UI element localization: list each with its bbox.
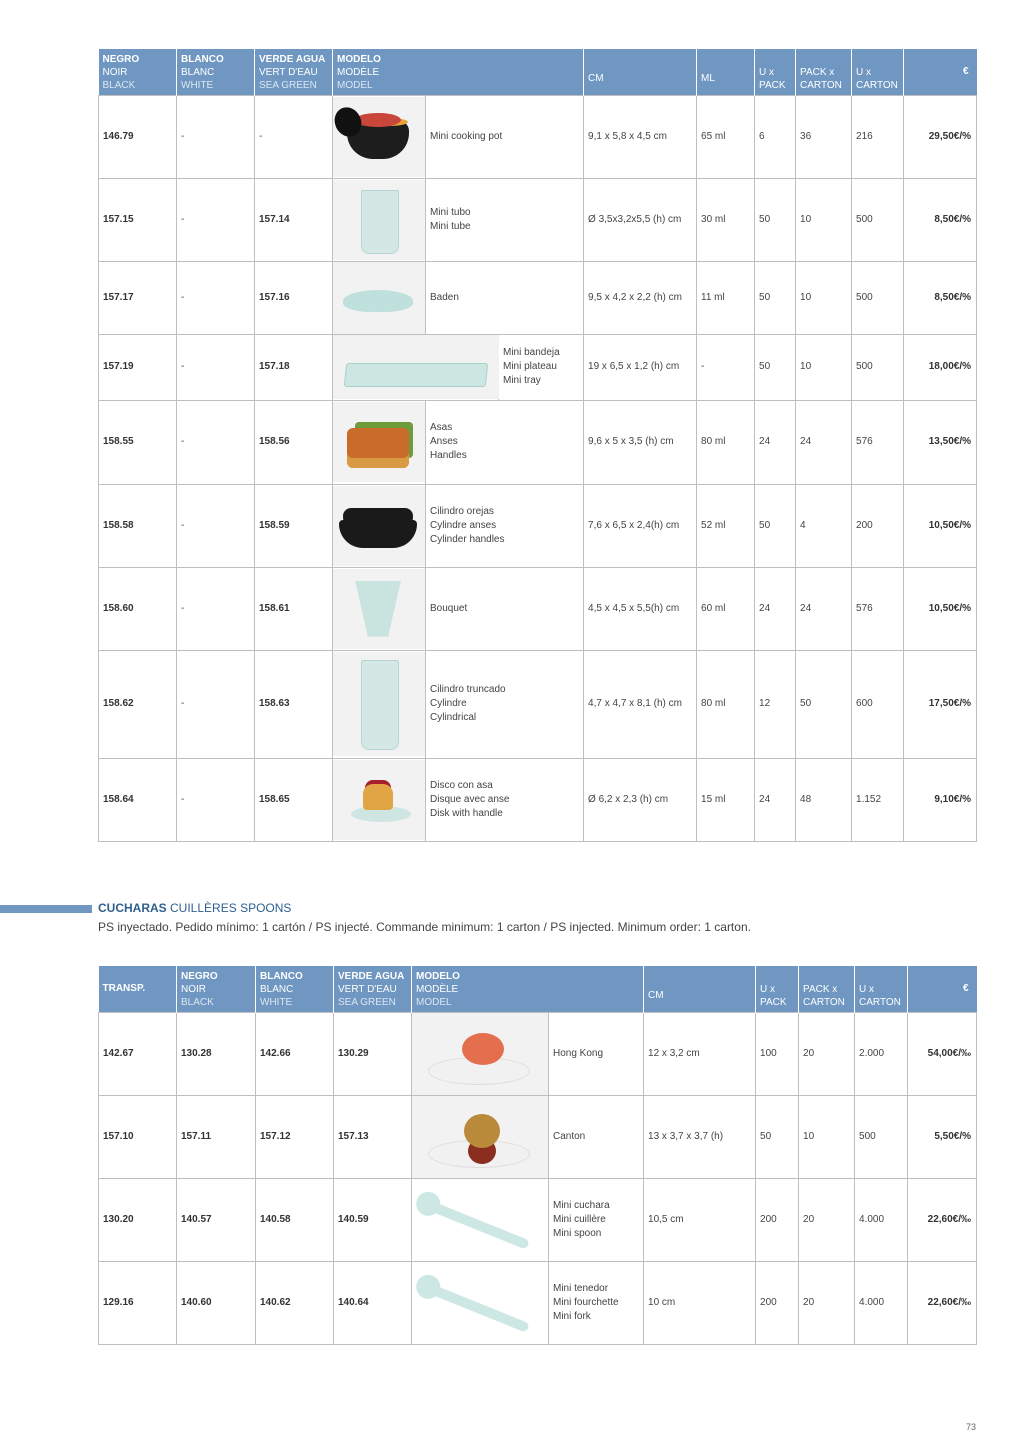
packs-per-carton: 20 bbox=[799, 1178, 855, 1261]
units-per-pack: 24 bbox=[755, 567, 796, 650]
code-blanco: - bbox=[177, 261, 255, 334]
table-row bbox=[99, 95, 977, 178]
price: 22,60€/‰ bbox=[908, 1178, 977, 1261]
dimensions-cm: 9,6 x 5 x 3,5 (h) cm bbox=[584, 400, 697, 484]
units-per-pack: 50 bbox=[755, 178, 796, 261]
header-pack-carton: PACK x CARTON bbox=[796, 49, 852, 95]
model-name: Mini cooking pot bbox=[426, 95, 584, 178]
packs-per-carton: 20 bbox=[799, 1261, 855, 1344]
code-negro: 158.58 bbox=[99, 484, 177, 567]
product-image bbox=[333, 567, 426, 650]
code-transp: 129.16 bbox=[99, 1261, 177, 1344]
dimensions-cm: 12 x 3,2 cm bbox=[644, 1012, 756, 1095]
code-verde: 157.14 bbox=[255, 178, 333, 261]
product-image bbox=[412, 1095, 549, 1178]
code-verde: 140.59 bbox=[334, 1178, 412, 1261]
header-u-pack: U x PACK bbox=[756, 966, 799, 1012]
product-image bbox=[333, 400, 426, 484]
code-negro: 158.62 bbox=[99, 650, 177, 758]
price: 10,50€/% bbox=[904, 484, 977, 567]
header-modelo: MODELO MODÈLE MODEL bbox=[412, 966, 644, 1012]
product-image bbox=[412, 1012, 549, 1095]
price: 29,50€/% bbox=[904, 95, 977, 178]
packs-per-carton: 4 bbox=[796, 484, 852, 567]
units-per-carton: 4.000 bbox=[855, 1178, 908, 1261]
code-blanco: - bbox=[177, 758, 255, 841]
model-name: Asas Anses Handles bbox=[426, 400, 584, 484]
table-row bbox=[99, 1178, 977, 1261]
price: 17,50€/% bbox=[904, 650, 977, 758]
dimensions-cm: 4,7 x 4,7 x 8,1 (h) cm bbox=[584, 650, 697, 758]
price: 54,00€/‰ bbox=[908, 1012, 977, 1095]
mini-spoon-icon bbox=[412, 1179, 548, 1261]
code-verde: 157.16 bbox=[255, 261, 333, 334]
code-verde: 157.18 bbox=[255, 334, 333, 400]
header-u-carton: U x CARTON bbox=[855, 966, 908, 1012]
baden-icon bbox=[333, 262, 425, 334]
model-name: Canton bbox=[549, 1095, 644, 1178]
price: 5,50€/% bbox=[908, 1095, 977, 1178]
table-row bbox=[99, 261, 977, 334]
header-cm: CM bbox=[644, 966, 756, 1012]
product-image bbox=[333, 178, 426, 261]
units-per-carton: 4.000 bbox=[855, 1261, 908, 1344]
volume-ml: 80 ml bbox=[697, 650, 755, 758]
packs-per-carton: 50 bbox=[796, 650, 852, 758]
mini-tray-icon bbox=[333, 335, 499, 399]
code-negro: 146.79 bbox=[99, 95, 177, 178]
units-per-carton: 600 bbox=[852, 650, 904, 758]
dimensions-cm: Ø 6,2 x 2,3 (h) cm bbox=[584, 758, 697, 841]
truncated-cylinder-icon bbox=[333, 652, 425, 756]
handles-icon bbox=[333, 402, 425, 482]
model-name: Hong Kong bbox=[549, 1012, 644, 1095]
table-row bbox=[99, 758, 977, 841]
volume-ml: 80 ml bbox=[697, 400, 755, 484]
section-note: PS inyectado. Pedido mínimo: 1 cartón / PS injecté. Commande minimum: 1 carton / PS injected. Minimum order: 1 carton. bbox=[98, 920, 751, 934]
header-negro: NEGRO NOIR BLACK bbox=[177, 966, 256, 1012]
code-negro: 158.55 bbox=[99, 400, 177, 484]
code-verde: 158.59 bbox=[255, 484, 333, 567]
code-blanco: - bbox=[177, 567, 255, 650]
dimensions-cm: 10,5 cm bbox=[644, 1178, 756, 1261]
packs-per-carton: 20 bbox=[799, 1012, 855, 1095]
table-row bbox=[99, 178, 977, 261]
price: 22,60€/‰ bbox=[908, 1261, 977, 1344]
product-image bbox=[333, 650, 426, 758]
header-cm: CM bbox=[584, 49, 697, 95]
dimensions-cm: 13 x 3,7 x 3,7 (h) bbox=[644, 1095, 756, 1178]
units-per-pack: 100 bbox=[756, 1012, 799, 1095]
units-per-carton: 200 bbox=[852, 484, 904, 567]
header-modelo: MODELO MODÈLE MODEL bbox=[333, 49, 584, 95]
model-name: Disco con asa Disque avec anse Disk with handle bbox=[426, 758, 584, 841]
dimensions-cm: 9,5 x 4,2 x 2,2 (h) cm bbox=[584, 261, 697, 334]
product-table-containers bbox=[98, 49, 977, 842]
code-negro: 140.57 bbox=[177, 1178, 256, 1261]
dimensions-cm: 10 cm bbox=[644, 1261, 756, 1344]
dimensions-cm: 9,1 x 5,8 x 4,5 cm bbox=[584, 95, 697, 178]
code-blanco: - bbox=[177, 95, 255, 178]
code-verde: 130.29 bbox=[334, 1012, 412, 1095]
code-blanco: - bbox=[177, 178, 255, 261]
model-name: Baden bbox=[426, 261, 584, 334]
table-row bbox=[99, 400, 977, 484]
product-image bbox=[333, 484, 426, 567]
packs-per-carton: 10 bbox=[796, 334, 852, 400]
volume-ml: 60 ml bbox=[697, 567, 755, 650]
dimensions-cm: 7,6 x 6,5 x 2,4(h) cm bbox=[584, 484, 697, 567]
page-number: 73 bbox=[966, 1422, 977, 1432]
header-verde-agua: VERDE AGUA VERT D'EAU SEA GREEN bbox=[334, 966, 412, 1012]
code-blanco: - bbox=[177, 650, 255, 758]
dimensions-cm: 4,5 x 4,5 x 5,5(h) cm bbox=[584, 567, 697, 650]
packs-per-carton: 24 bbox=[796, 400, 852, 484]
units-per-carton: 2.000 bbox=[855, 1012, 908, 1095]
cylinder-handles-icon bbox=[333, 486, 425, 566]
units-per-pack: 50 bbox=[755, 261, 796, 334]
price: 10,50€/% bbox=[904, 567, 977, 650]
volume-ml: 11 ml bbox=[697, 261, 755, 334]
code-transp: 157.10 bbox=[99, 1095, 177, 1178]
product-table-spoons bbox=[98, 966, 977, 1345]
table-row bbox=[99, 1095, 977, 1178]
units-per-carton: 576 bbox=[852, 400, 904, 484]
packs-per-carton: 10 bbox=[799, 1095, 855, 1178]
code-verde: 157.13 bbox=[334, 1095, 412, 1178]
code-negro: 157.15 bbox=[99, 178, 177, 261]
header-u-carton: U x CARTON bbox=[852, 49, 904, 95]
model-name: Cilindro orejas Cylindre anses Cylinder handles bbox=[426, 484, 584, 567]
code-blanco: 157.12 bbox=[256, 1095, 334, 1178]
volume-ml: 52 ml bbox=[697, 484, 755, 567]
units-per-pack: 6 bbox=[755, 95, 796, 178]
packs-per-carton: 10 bbox=[796, 261, 852, 334]
price: 18,00€/% bbox=[904, 334, 977, 400]
code-verde: - bbox=[255, 95, 333, 178]
code-negro: 158.64 bbox=[99, 758, 177, 841]
model-name: Mini tubo Mini tube bbox=[426, 178, 584, 261]
product-image bbox=[333, 261, 426, 334]
header-blanco: BLANCO BLANC WHITE bbox=[256, 966, 334, 1012]
volume-ml: 15 ml bbox=[697, 758, 755, 841]
mini-tube-icon bbox=[333, 180, 425, 260]
dimensions-cm: 19 x 6,5 x 1,2 (h) cm bbox=[584, 334, 697, 400]
table-row bbox=[99, 567, 977, 650]
hong-kong-spoon-icon bbox=[412, 1013, 548, 1095]
model-name: Cilindro truncado Cylindre Cylindrical bbox=[426, 650, 584, 758]
code-negro: 157.19 bbox=[99, 334, 177, 400]
code-negro: 157.17 bbox=[99, 261, 177, 334]
product-image bbox=[333, 758, 426, 841]
product-image bbox=[333, 95, 426, 178]
units-per-carton: 500 bbox=[852, 261, 904, 334]
header-ml: ML bbox=[697, 49, 755, 95]
code-verde: 158.61 bbox=[255, 567, 333, 650]
model-name: Mini cuchara Mini cuillère Mini spoon bbox=[549, 1178, 644, 1261]
units-per-pack: 50 bbox=[755, 334, 796, 400]
code-blanco: - bbox=[177, 400, 255, 484]
units-per-pack: 24 bbox=[755, 758, 796, 841]
units-per-pack: 200 bbox=[756, 1261, 799, 1344]
code-verde: 158.63 bbox=[255, 650, 333, 758]
bouquet-icon bbox=[333, 569, 425, 649]
code-verde: 158.56 bbox=[255, 400, 333, 484]
code-transp: 142.67 bbox=[99, 1012, 177, 1095]
header-pack-carton: PACK x CARTON bbox=[799, 966, 855, 1012]
price: 8,50€/% bbox=[904, 261, 977, 334]
units-per-carton: 500 bbox=[852, 178, 904, 261]
volume-ml: - bbox=[697, 334, 755, 400]
table-row bbox=[99, 1261, 977, 1344]
packs-per-carton: 48 bbox=[796, 758, 852, 841]
product-image bbox=[333, 334, 499, 400]
units-per-carton: 576 bbox=[852, 567, 904, 650]
table-row bbox=[99, 1012, 977, 1095]
units-per-carton: 1.152 bbox=[852, 758, 904, 841]
header-blanco: BLANCO BLANC WHITE bbox=[177, 49, 255, 95]
canton-spoon-icon bbox=[412, 1096, 548, 1178]
units-per-pack: 50 bbox=[756, 1095, 799, 1178]
code-verde: 140.64 bbox=[334, 1261, 412, 1344]
header-euro: € bbox=[904, 49, 977, 95]
product-image bbox=[412, 1178, 549, 1261]
code-blanco: 140.58 bbox=[256, 1178, 334, 1261]
header-u-pack: U x PACK bbox=[755, 49, 796, 95]
units-per-pack: 12 bbox=[755, 650, 796, 758]
model-name: Bouquet bbox=[426, 567, 584, 650]
units-per-pack: 50 bbox=[755, 484, 796, 567]
header-verde-agua: VERDE AGUA VERT D'EAU SEA GREEN bbox=[255, 49, 333, 95]
code-blanco: 140.62 bbox=[256, 1261, 334, 1344]
price: 13,50€/% bbox=[904, 400, 977, 484]
table-row bbox=[99, 484, 977, 567]
volume-ml: 30 ml bbox=[697, 178, 755, 261]
code-blanco: 142.66 bbox=[256, 1012, 334, 1095]
code-negro: 140.60 bbox=[177, 1261, 256, 1344]
packs-per-carton: 10 bbox=[796, 178, 852, 261]
units-per-carton: 216 bbox=[852, 95, 904, 178]
code-transp: 130.20 bbox=[99, 1178, 177, 1261]
header-euro: € bbox=[908, 966, 977, 1012]
code-verde: 158.65 bbox=[255, 758, 333, 841]
table-row bbox=[99, 650, 977, 758]
code-negro: 158.60 bbox=[99, 567, 177, 650]
mini-cooking-pot-icon bbox=[333, 97, 425, 177]
disk-with-handle-icon bbox=[333, 760, 425, 840]
code-negro: 130.28 bbox=[177, 1012, 256, 1095]
mini-fork-icon bbox=[412, 1262, 548, 1344]
code-negro: 157.11 bbox=[177, 1095, 256, 1178]
units-per-carton: 500 bbox=[855, 1095, 908, 1178]
model-name: Mini tenedor Mini fourchette Mini fork bbox=[549, 1261, 644, 1344]
header-transp: TRANSP. bbox=[99, 966, 177, 1012]
packs-per-carton: 36 bbox=[796, 95, 852, 178]
product-image bbox=[412, 1261, 549, 1344]
price: 8,50€/% bbox=[904, 178, 977, 261]
units-per-carton: 500 bbox=[852, 334, 904, 400]
header-negro: NEGRO NOIR BLACK bbox=[99, 49, 177, 95]
units-per-pack: 24 bbox=[755, 400, 796, 484]
section-accent-bar bbox=[0, 905, 92, 913]
section-title: CUCHARAS CUILLÈRES SPOONS bbox=[98, 901, 292, 915]
dimensions-cm: Ø 3,5x3,2x5,5 (h) cm bbox=[584, 178, 697, 261]
code-blanco: - bbox=[177, 484, 255, 567]
packs-per-carton: 24 bbox=[796, 567, 852, 650]
code-blanco: - bbox=[177, 334, 255, 400]
model-name: Mini bandeja Mini plateau Mini tray bbox=[499, 334, 584, 400]
table-row bbox=[99, 334, 977, 400]
volume-ml: 65 ml bbox=[697, 95, 755, 178]
units-per-pack: 200 bbox=[756, 1178, 799, 1261]
price: 9,10€/% bbox=[904, 758, 977, 841]
